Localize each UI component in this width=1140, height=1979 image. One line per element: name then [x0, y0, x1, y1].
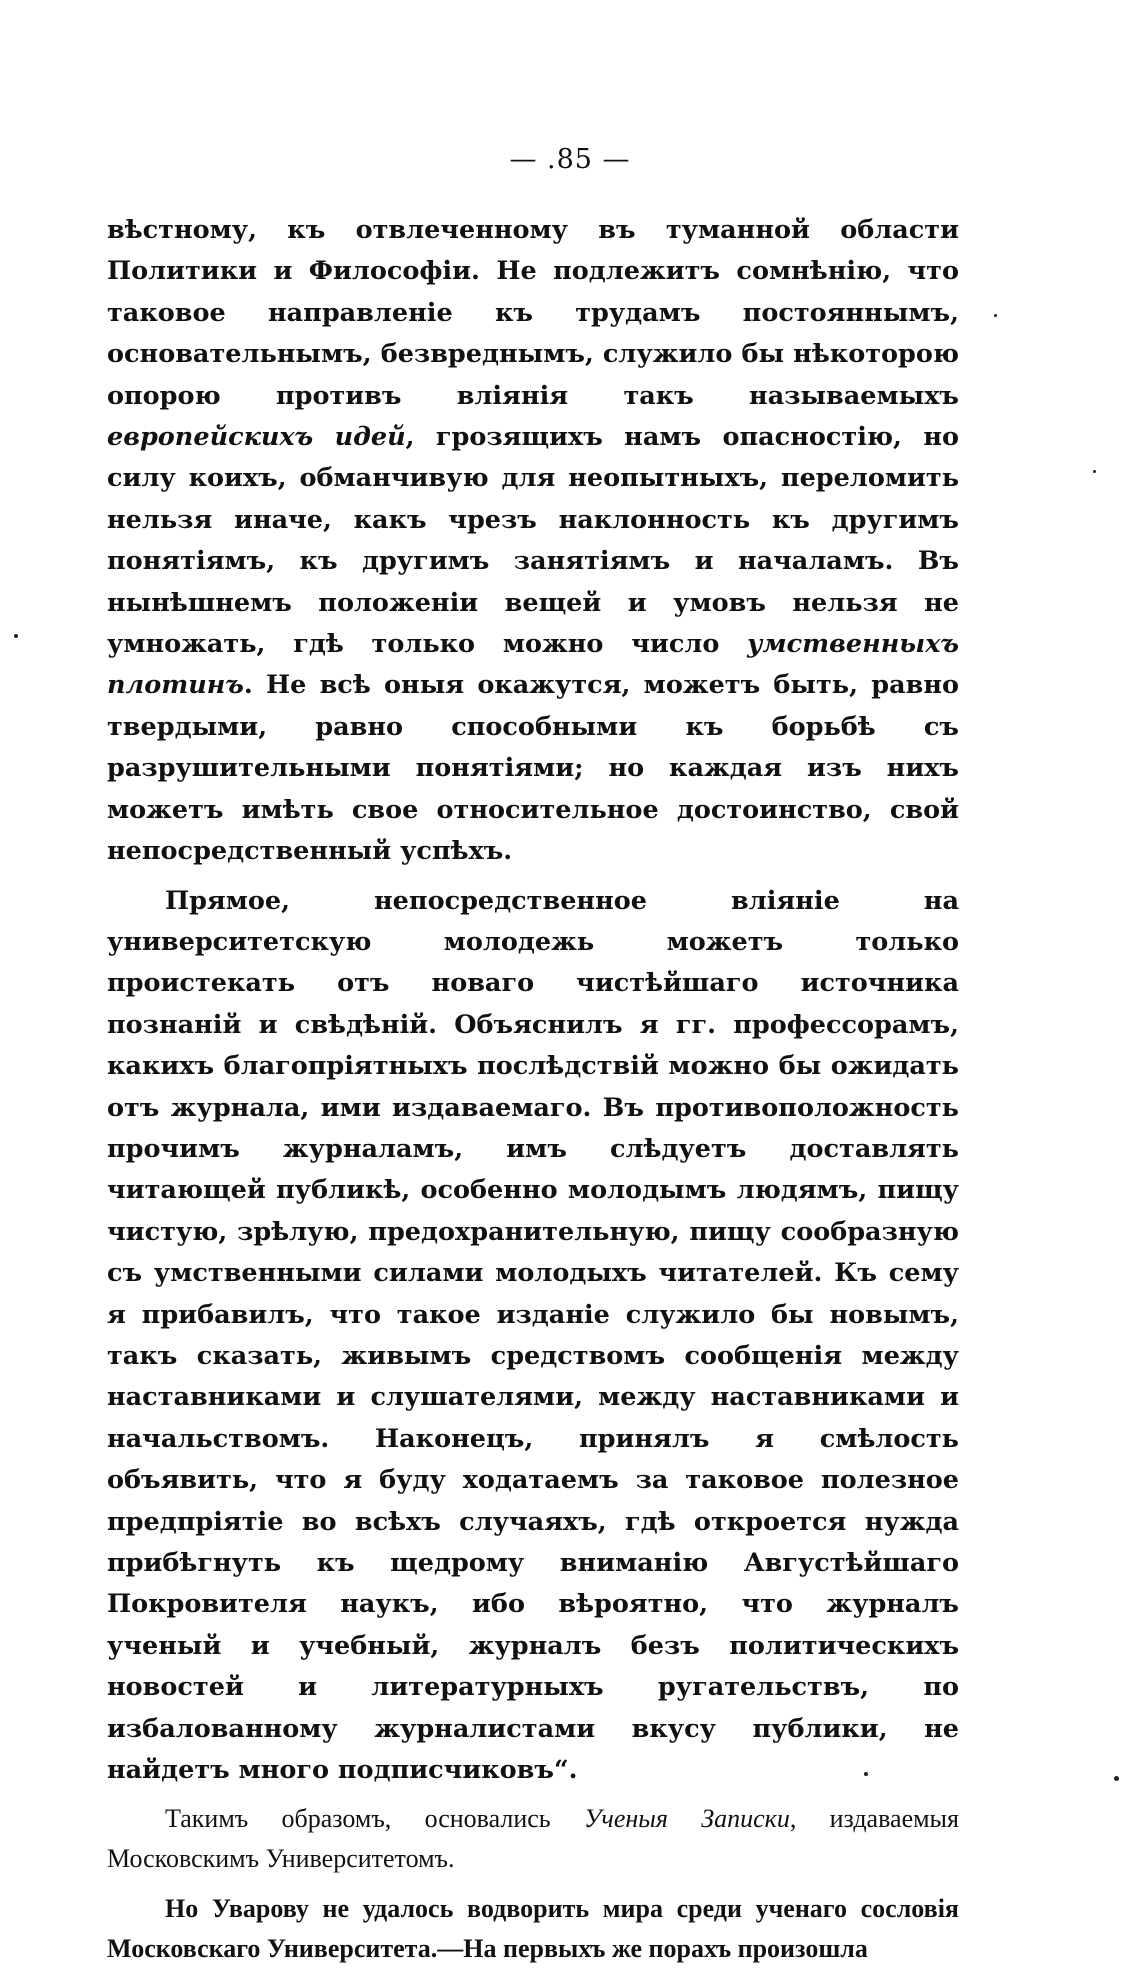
- paragraph-4: [107, 1889, 959, 1969]
- paragraph-1-text-a: вѣстному, къ отвлеченному въ туманной области Политики и Философіи. Не подлежитъ сомнѣнію, что таковое направленіе къ трудамъ постояннымъ, основательнымъ, безвреднымъ, служило бы нѣкоторою опорою противъ вліянія такъ называемыхъ: [107, 215, 959, 411]
- paragraph-2: [107, 881, 959, 1792]
- print-speck: [864, 1772, 868, 1776]
- paragraph-1-italic-b: умственныхъ плотинъ: [107, 629, 959, 701]
- print-speck: [994, 314, 997, 317]
- paragraph-1-text-b: , грозящихъ намъ опасностію, но силу коихъ, обманчивую для неопытныхъ, переломить нельзя иначе, какъ чрезъ наклонность къ другимъ понятіямъ, къ другимъ занятіямъ и началамъ. Въ нынѣшнемъ положеніи вещей и умовъ нельзя не умножать, гдѣ только можно число: [107, 422, 959, 660]
- print-speck: [14, 634, 18, 638]
- page-number: — .85 —: [509, 144, 631, 175]
- paragraph-3-text-a: Такимъ образомъ, основались: [165, 1804, 584, 1834]
- paragraph-2-text: Прямое, непосредственное вліяніе на университетскую молодежь можетъ только проистекать отъ новаго чистѣйшаго источника познаній и свѣдѣній. Объяснилъ я гг. профессорамъ, какихъ благопріятныхъ послѣдствій можно бы ожидать отъ журнала, ими издаваемаго. Въ противоположность прочимъ журналамъ, имъ слѣдуетъ доставлять читающей публикѣ, особенно молодымъ людямъ, пищу чистую, зрѣлую, предохранительную, пищу сообразную съ умственными силами молодыхъ читателей. Къ сему я прибавилъ, что такое изданіе служило бы новымъ, такъ сказать, живымъ средствомъ сообщенія между наставниками и слушателями, между наставниками и начальствомъ. Наконецъ, принялъ я смѣлость объявить, что я буду ходатаемъ за таковое полезное предпріятіе во всѣхъ случаяхъ, гдѣ откроется нужда прибѣгнуть къ щедрому вниманію Августѣйшаго Покровителя наукъ, ибо вѣроятно, что журналъ ученый и учебный, журналъ безъ политическихъ новостей и литературныхъ ругательствъ, по избалованному журналистами вкусу публики, не найдетъ много подписчиковъ“.: [107, 885, 959, 1786]
- paragraph-1-italic-a: европейскихъ идей: [107, 422, 406, 453]
- paragraph-3: [107, 1799, 959, 1879]
- paragraph-4-text: Но Уварову не удалось водворить мира среди ученаго сословія Московскаго Университета.—На первыхъ же порахъ произошла: [107, 1894, 959, 1964]
- body-text: [107, 210, 959, 1979]
- paragraph-1-text-c: . Не всѣ оныя окажутся, можетъ быть, равно твердыми, равно способными къ борьбѣ съ разрушительными понятіями; но каждая изъ нихъ можетъ имѣть свое относительное достоинство, свой непосредственный успѣхъ.: [107, 670, 959, 867]
- print-speck: [1093, 470, 1096, 473]
- paragraph-1: [107, 210, 959, 873]
- print-speck: [1114, 1776, 1119, 1781]
- paragraph-3-italic: Ученыя Записки: [583, 1804, 790, 1834]
- paragraph-3-text-b: , издаваемыя Московскимъ Университетомъ.: [107, 1804, 959, 1874]
